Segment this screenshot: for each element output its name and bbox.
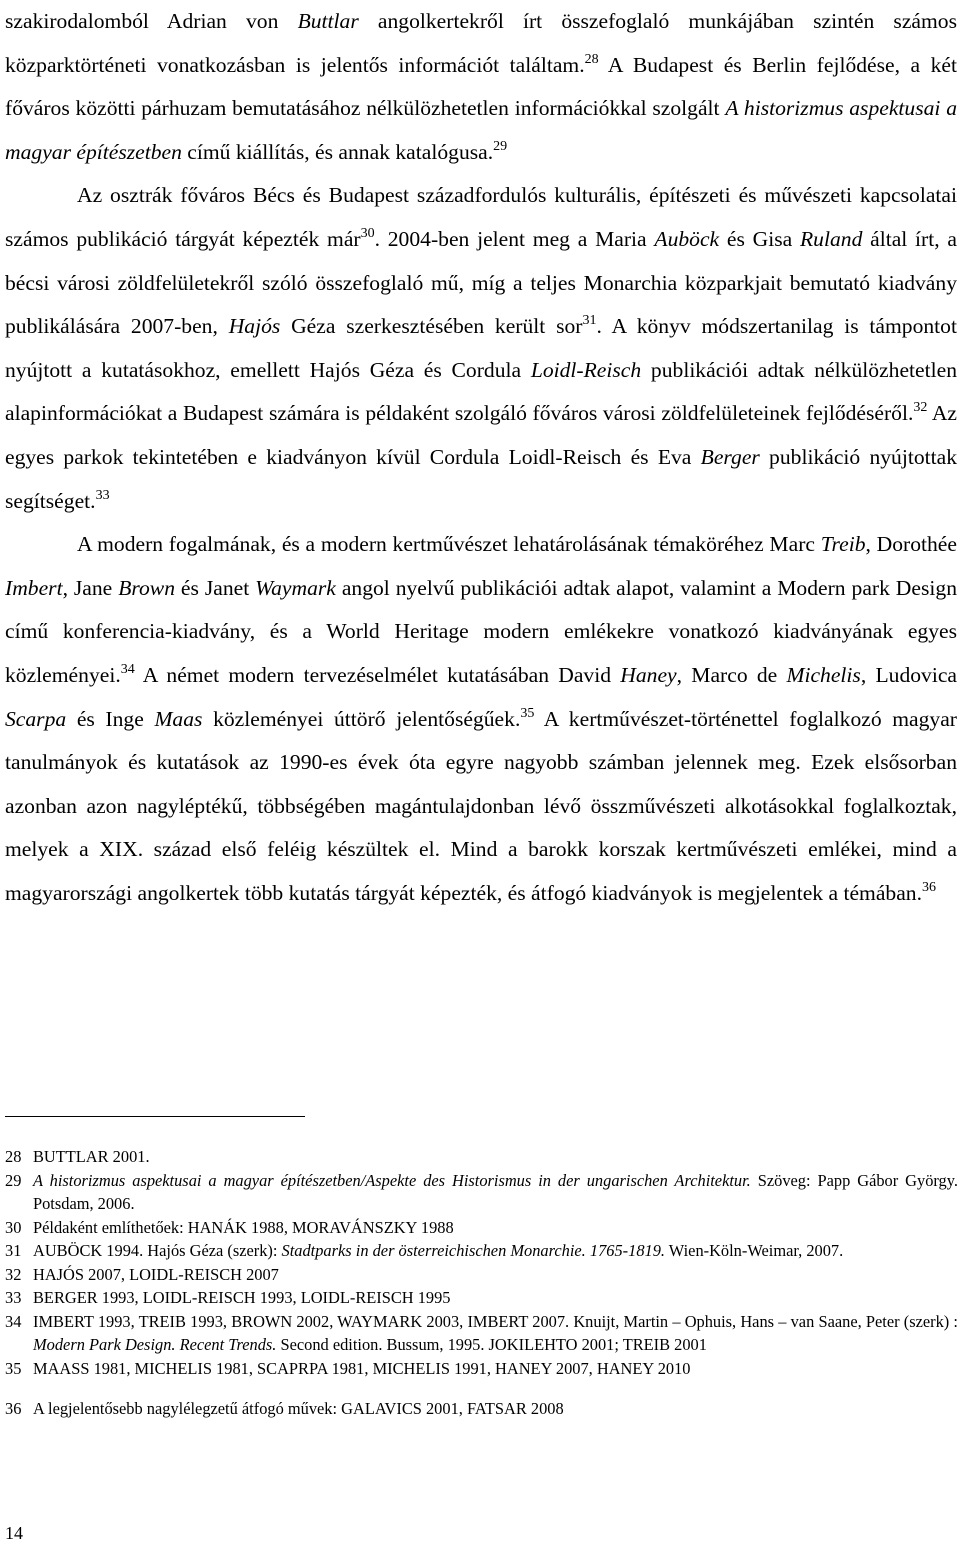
- italic-text: Maas: [154, 706, 203, 731]
- footnote-text: [33, 1216, 958, 1240]
- text-run: A legjelentősebb nagylélegzetű átfogó művek: GALAVICS 2001, FATSAR 2008: [33, 1399, 564, 1418]
- text-run: , Ludovica: [860, 662, 958, 687]
- footnote-number: 33: [5, 1288, 22, 1307]
- footnote-text: [33, 1357, 958, 1381]
- footnote-number: 30: [5, 1217, 22, 1237]
- text-run: A német modern tervezéselmélet kutatásában David: [134, 662, 621, 687]
- italic-text: Brown: [118, 575, 175, 600]
- text-run: közleményei úttörő jelentőségűek.: [202, 706, 521, 731]
- italic-text: Modern Park Design. Recent Trends.: [33, 1335, 277, 1354]
- italic-text: Treib: [820, 532, 866, 557]
- footnote-ref: 32: [913, 400, 928, 416]
- footnote-ref: 30: [360, 225, 375, 241]
- footnote-ref: 29: [493, 138, 508, 154]
- text-run: angol nyelvű publikációi adtak alapot, valamint a Modern park Design című konferencia-kiadvány, és a World Heritage modern emlékekre vonatkozó kiadványának egyes közleményei.: [5, 575, 957, 687]
- text-run: Second edition. Bussum, 1995. JOKILEHTO 2001; TREIB 2001: [276, 1335, 707, 1354]
- footnote: [5, 1263, 958, 1287]
- paragraph: [5, 523, 957, 915]
- text-run: . A könyv módszertanilag is támpontot nyújtott a kutatásokhoz, emellett Hajós Géza és Cordula: [5, 314, 957, 382]
- page-number: 14: [5, 1523, 23, 1543]
- footnote-separator: [5, 1116, 305, 1117]
- text-run: Példaként említhetőek: HANÁK 1988, MORAVÁNSZKY 1988: [33, 1217, 454, 1237]
- footnote: [5, 1239, 958, 1263]
- footnote-text: [33, 1169, 958, 1216]
- paragraph: [5, 174, 957, 523]
- footnote-number: 31: [5, 1241, 22, 1260]
- text-run: által írt, a bécsi városi zöldfelületekről szóló összefoglaló mű, míg a teljes Monarchia közparkjait bemutató kiadvány publikálására 2007-ben,: [5, 226, 957, 339]
- italic-text: Imbert: [5, 575, 63, 600]
- footnote-number: 36: [5, 1399, 22, 1418]
- text-run: IMBERT 1993, TREIB 1993, BROWN 2002, WAYMARK 2003, IMBERT 2007. Knuijt, Martin – Ophuis, Hans – van Saane, Peter (szerk) :: [33, 1311, 958, 1331]
- text-run: . 2004-ben jelent meg a Maria: [374, 226, 655, 251]
- paragraph: [5, 0, 957, 174]
- footnote-ref: 28: [584, 51, 599, 67]
- footnote-number: 34: [5, 1311, 22, 1331]
- footnote-number: 29: [5, 1170, 22, 1190]
- footnote: [5, 1286, 958, 1310]
- text-run: HAJÓS 2007, LOIDL-REISCH 2007: [33, 1264, 279, 1284]
- footnote: [5, 1169, 958, 1216]
- footnote-number: 35: [5, 1358, 22, 1378]
- text-run: szakirodalomból Adrian von: [5, 9, 298, 33]
- footnote-text: [33, 1397, 958, 1421]
- italic-text: Waymark: [255, 575, 336, 600]
- footnote-ref: 31: [582, 313, 597, 329]
- footnote-text: [33, 1286, 958, 1310]
- footnote: [5, 1216, 958, 1240]
- footnote-text: [33, 1263, 958, 1287]
- text-run: Wien-Köln-Weimar, 2007.: [665, 1241, 844, 1260]
- footnote-text: [33, 1145, 958, 1169]
- text-run: BUTTLAR 2001.: [33, 1147, 150, 1166]
- text-run: és Inge: [66, 706, 155, 731]
- italic-text: Hajós: [228, 314, 281, 339]
- footnote: [5, 1357, 958, 1381]
- text-run: A modern fogalmának, és a modern kertművészet lehatárolásának témaköréhez Marc: [77, 532, 821, 557]
- text-run: A kertművészet-történettel foglalkozó magyar tanulmányok és kutatások az 1990-es évek óta egyre nagyobb számban jelennek meg. Ezek elsősorban azonban azon nagyléptékű, többségében magántulajdonban lévő összművészeti alkotásokkal foglalkoztak, melyek a XIX. század első feléig készültek el. Mind a barokk korszak kertművészeti emlékei, mind a magyarországi angolkertek több kutatás tárgyát képezték, és átfogó kiadványok is megjelentek a témában.: [5, 706, 957, 905]
- italic-text: Loidl-Reisch: [530, 357, 642, 382]
- italic-text: A historizmus aspektusai a magyar építészetben: [5, 96, 957, 164]
- italic-text: Stadtparks in der österreichischen Monarchie. 1765-1819.: [281, 1241, 665, 1260]
- text-run: című kiállítás, és annak katalógusa.: [181, 139, 494, 164]
- footnote-number: 32: [5, 1264, 22, 1284]
- text-run: Géza szerkesztésében került sor: [280, 314, 583, 339]
- footnote: [5, 1397, 958, 1421]
- italic-text: Auböck: [654, 226, 720, 251]
- text-run: angolkertekről írt összefoglaló munkájában szintén számos közparktörténeti vonatkozásban is jelentős információt találtam.: [5, 9, 958, 77]
- text-run: publikációi adtak nélkülözhetetlen alapinformációkat a Budapest számára is példaként szolgáló főváros városi zöldfelületeinek fejlődéséről.: [5, 357, 958, 426]
- footnote-ref: 35: [520, 705, 535, 721]
- footnote-ref: 33: [95, 487, 110, 503]
- italic-text: Buttlar: [297, 9, 359, 33]
- footnote: [5, 1310, 958, 1357]
- footnote-text: [33, 1239, 958, 1263]
- text-run: Szöveg: Papp Gábor György. Potsdam, 2006.: [33, 1170, 958, 1213]
- text-run: BERGER 1993, LOIDL-REISCH 1993, LOIDL-REISCH 1995: [33, 1288, 451, 1307]
- italic-text: Michelis: [786, 662, 861, 687]
- text-run: , Marco de: [676, 662, 787, 687]
- italic-text: Ruland: [799, 226, 863, 251]
- text-run: publikáció nyújtottak segítséget.: [5, 444, 958, 513]
- body-text: [5, 0, 957, 915]
- text-run: és Janet: [175, 575, 256, 600]
- text-run: Az egyes parkok tekintetében e kiadványon kívül Cordula Loidl-Reisch és Eva: [5, 401, 957, 469]
- italic-text: A historizmus aspektusai a magyar építészetben/Aspekte des Historismus in der ungarischen Architektur.: [33, 1170, 751, 1190]
- footnote: [5, 1145, 958, 1169]
- footnotes: [5, 1145, 958, 1421]
- footnote-ref: 36: [922, 879, 937, 895]
- text-run: , Jane: [62, 575, 119, 600]
- text-run: AUBÖCK 1994. Hajós Géza (szerk):: [33, 1241, 282, 1260]
- footnote-number: 28: [5, 1147, 22, 1166]
- text-run: és Gisa: [719, 226, 800, 251]
- text-run: A Budapest és Berlin fejlődése, a két főváros közötti párhuzam bemutatásához nélkülözhetetlen információkkal szolgált: [5, 52, 957, 121]
- italic-text: Berger: [700, 444, 760, 469]
- italic-text: Haney: [620, 662, 677, 687]
- text-run: Az osztrák főváros Bécs és Budapest századfordulós kulturális, építészeti és művészeti kapcsolatai számos publikáció tárgyát képezték már: [5, 183, 957, 251]
- italic-text: Scarpa: [5, 706, 67, 731]
- text-run: , Dorothée: [865, 532, 957, 557]
- text-run: MAASS 1981, MICHELIS 1981, SCAPRPA 1981, MICHELIS 1991, HANEY 2007, HANEY 2010: [33, 1358, 691, 1378]
- footnote-text: [33, 1310, 958, 1357]
- footnote-ref: 34: [120, 661, 135, 677]
